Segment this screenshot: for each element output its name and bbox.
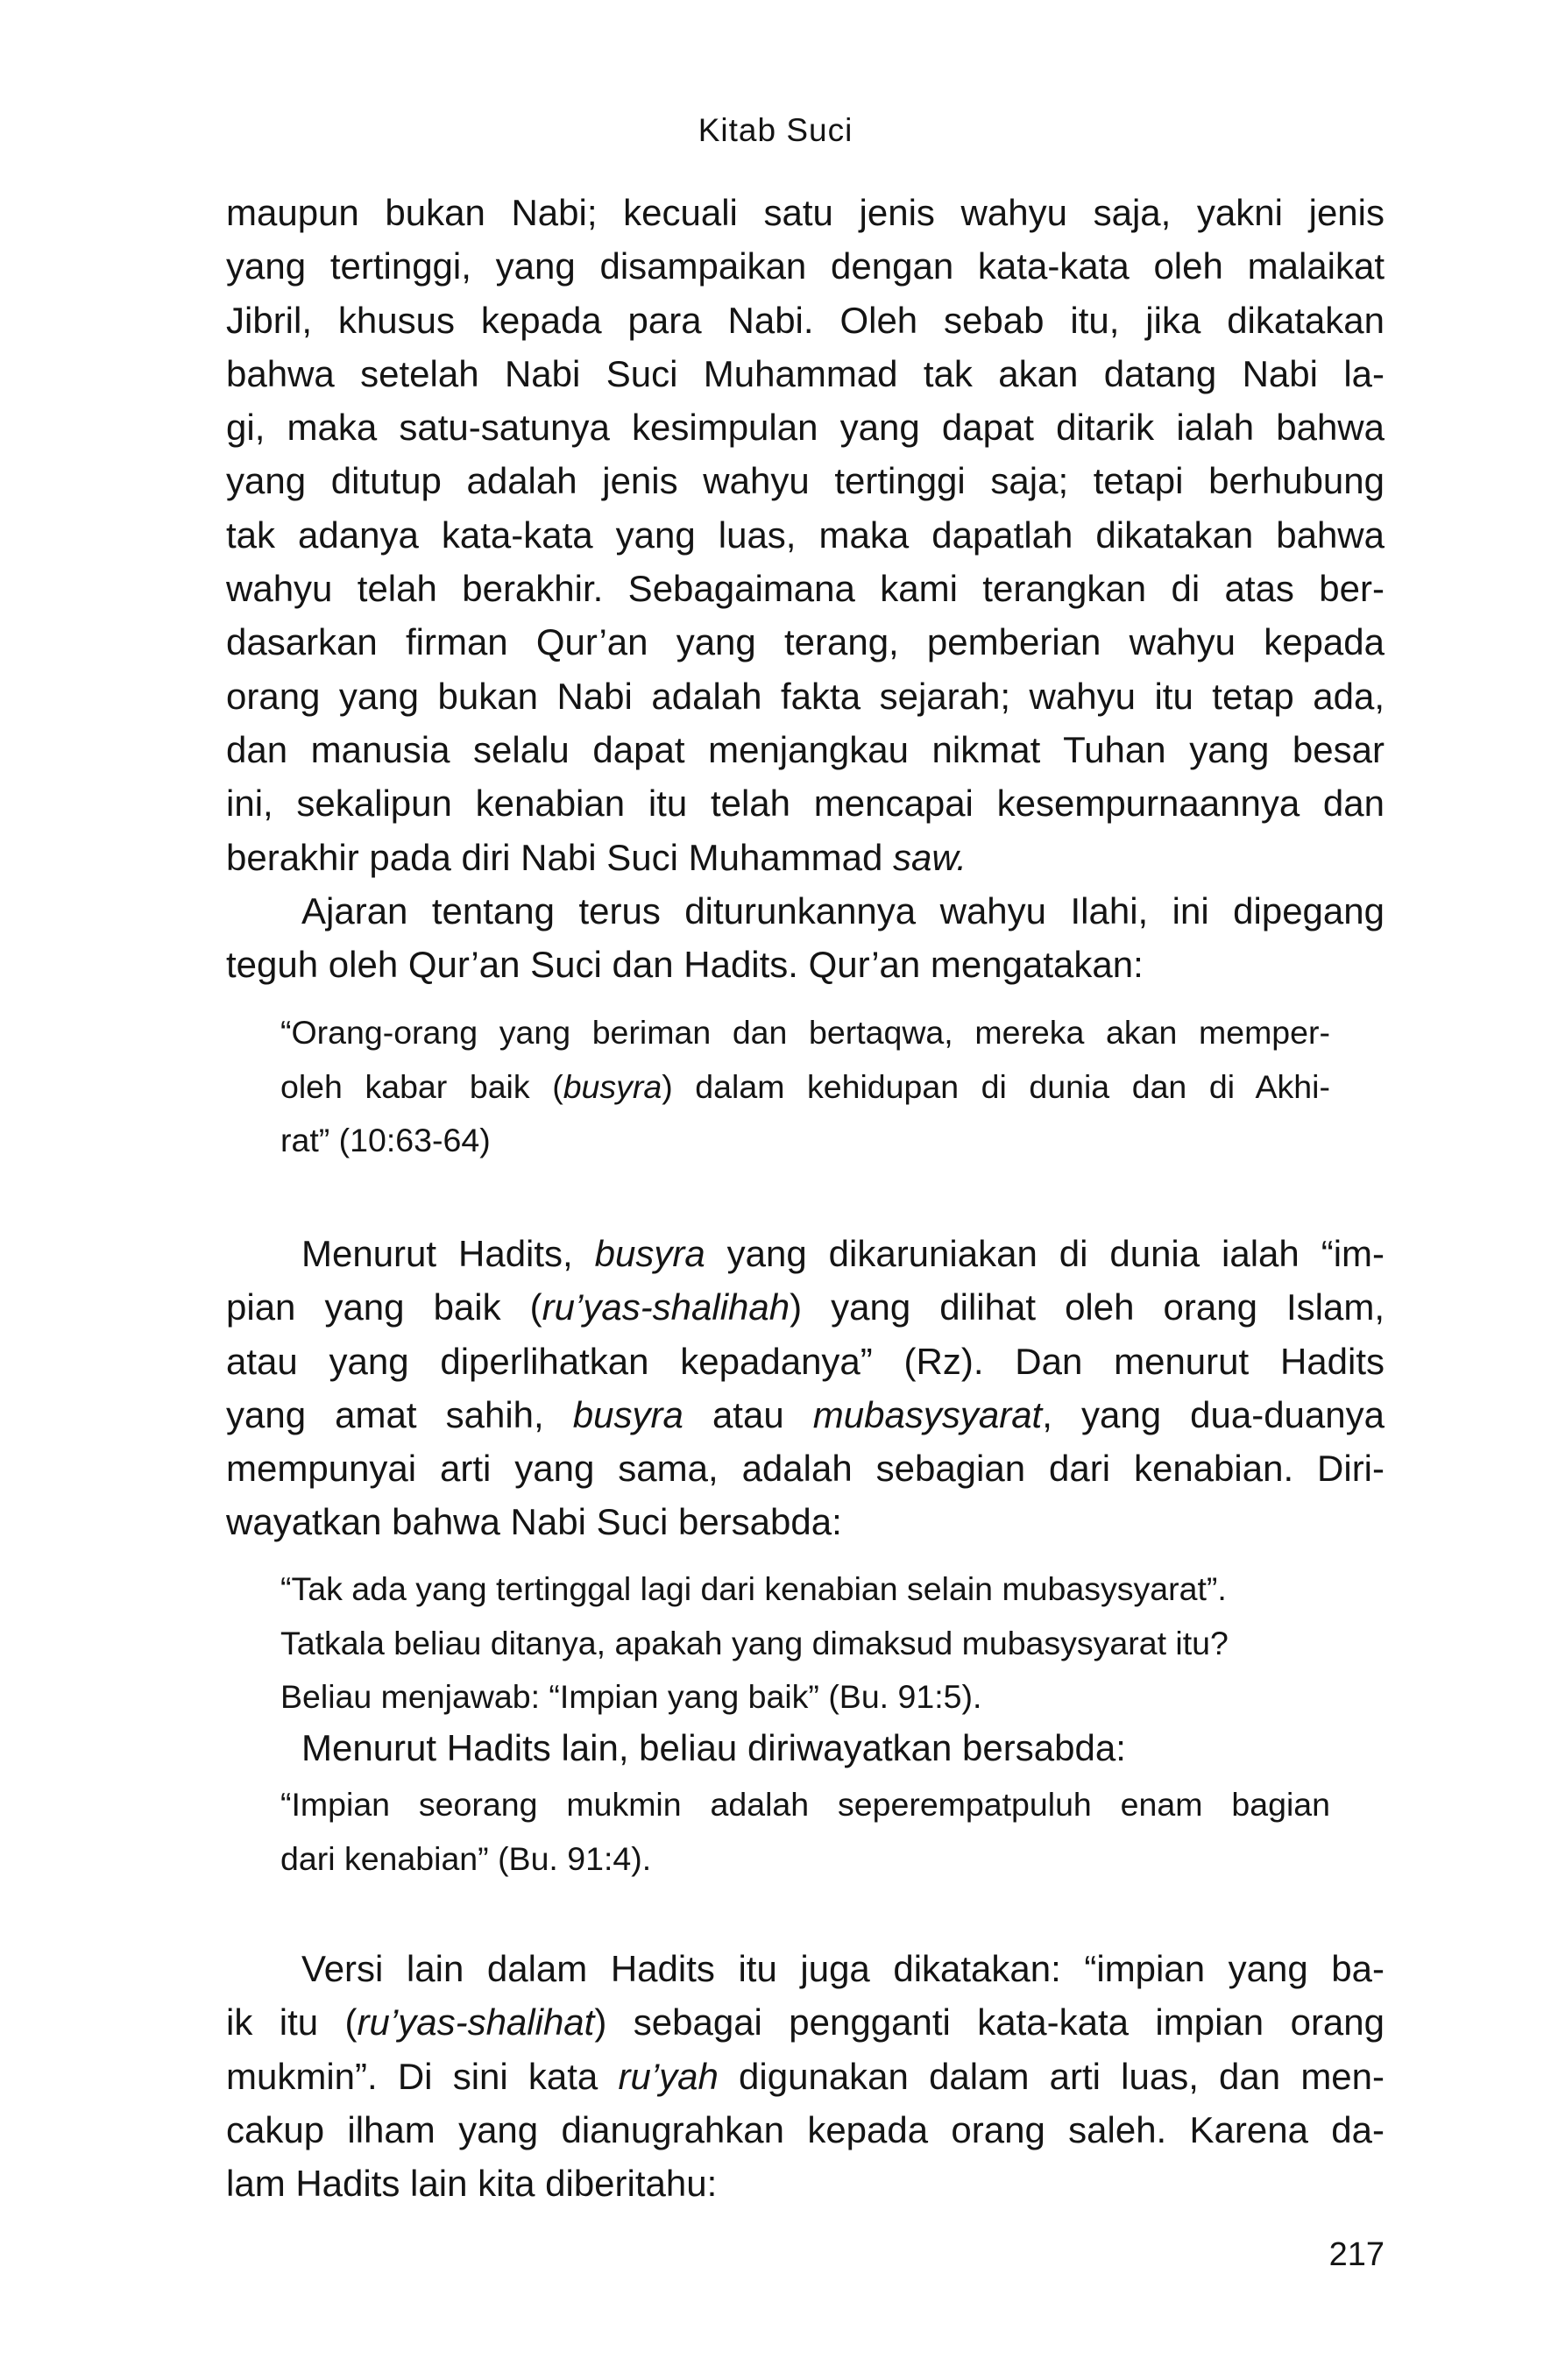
quote-line: “Impian seorang mukmin adalah seperempatpuluh enam bagian xyxy=(280,1786,1330,1823)
italic-term: busyra xyxy=(572,1393,683,1435)
paragraph-versi-lain xyxy=(226,1942,1385,2210)
text-line xyxy=(226,1995,1385,2049)
text-span: ) sebagai pengganti kata-kata impian orang xyxy=(594,2001,1385,2044)
italic-term: ru’yas-shalihah xyxy=(542,1286,790,1328)
text-line: dasarkan firman Qur’an yang terang, pemberian wahyu kepada xyxy=(226,621,1385,663)
text-span: oleh kabar baik ( xyxy=(280,1067,563,1105)
text-line: orang yang bukan Nabi adalah fakta sejarah; wahyu itu tetap ada, xyxy=(226,675,1385,717)
text-span: berakhir pada diri Nabi Suci Muhammad xyxy=(226,836,894,878)
quote-line: rat” (10:63-64) xyxy=(280,1122,491,1159)
text-line: yang ditutup adalah jenis wahyu tertinggi saja; tetapi berhubung xyxy=(226,460,1385,502)
paragraph-first-line: Versi lain dalam Hadits itu juga dikatakan: “impian yang ba- xyxy=(301,1948,1385,1989)
text-span: pian yang baik ( xyxy=(226,1286,542,1328)
text-line: dan manusia selalu dapat menjangkau nikmat Tuhan yang besar xyxy=(226,728,1385,770)
italic-term: busyra xyxy=(563,1067,662,1105)
paragraph-first-line xyxy=(226,1227,1385,1280)
text-line xyxy=(226,1388,1385,1441)
text-line: yang tertinggi, yang disampaikan dengan kata-kata oleh malaikat xyxy=(226,245,1385,287)
text-line: cakup ilham yang dianugrahkan kepada orang saleh. Karena da- xyxy=(226,2108,1385,2150)
paragraph-continued xyxy=(226,186,1385,991)
quote-line: dari kenabian” (Bu. 91:4). xyxy=(280,1839,652,1877)
italic-term: busyra xyxy=(594,1233,705,1274)
text-span: digunakan dalam arti luas, dan men- xyxy=(718,2055,1385,2097)
text-line: teguh oleh Qur’an Suci dan Hadits. Qur’an mengatakan: xyxy=(226,944,1144,986)
text-span: ik itu ( xyxy=(226,2001,358,2044)
quote-line: “Tak ada yang tertinggal lagi dari kenabian selain mubasysyarat”. xyxy=(280,1570,1227,1607)
italic-term: ru’yah xyxy=(618,2055,719,2097)
running-header: Kitab Suci xyxy=(698,112,853,148)
text-span: Menurut Hadits, xyxy=(301,1233,595,1274)
text-line xyxy=(226,831,1385,884)
paragraph-hadits xyxy=(226,1227,1385,1549)
text-line: ini, sekalipun kenabian itu telah mencapai kesempurnaannya dan xyxy=(226,783,1385,825)
italic-term: mubasysyarat xyxy=(812,1393,1043,1435)
quote-line: Tatkala beliau ditanya, apakah yang dimaksud mubasysyarat itu? xyxy=(280,1624,1229,1661)
hadits-quote xyxy=(226,1778,1385,1886)
text-span: ) dalam kehidupan di dunia dan di Akhi- xyxy=(662,1067,1330,1105)
paragraph-hadits-lain xyxy=(226,1721,1385,1774)
quote-line: Beliau menjawab: “Impian yang baik” (Bu. 91:5). xyxy=(280,1678,982,1716)
text-span: , yang dua-duanya xyxy=(1042,1393,1385,1435)
text-line: gi, maka satu-satunya kesimpulan yang dapat ditarik ialah bahwa xyxy=(226,407,1385,449)
text-span: atau xyxy=(683,1393,813,1435)
text-line xyxy=(226,1280,1385,1334)
text-line: atau yang diperlihatkan kepadanya” (Rz). Dan menurut Hadits xyxy=(226,1340,1385,1382)
text-span: yang amat sahih, xyxy=(226,1393,573,1435)
italic-term: saw. xyxy=(893,836,967,878)
paragraph-first-line: Ajaran tentang terus diturunkannya wahyu Ilahi, ini dipegang xyxy=(301,889,1385,931)
text-span: ) yang dilihat oleh orang Islam, xyxy=(790,1286,1385,1328)
paragraph-first-line: Menurut Hadits lain, beliau diriwayatkan bersabda: xyxy=(301,1727,1126,1768)
text-line: wayatkan bahwa Nabi Suci bersabda: xyxy=(226,1501,842,1543)
text-line: wahyu telah berakhir. Sebagaimana kami terangkan di atas ber- xyxy=(226,568,1385,610)
text-line: tak adanya kata-kata yang luas, maka dapatlah dikatakan bahwa xyxy=(226,514,1385,556)
page-number: 217 xyxy=(1328,2236,1385,2273)
text-line: lam Hadits lain kita diberitahu: xyxy=(226,2163,718,2205)
text-line xyxy=(226,2050,1385,2103)
quote-line xyxy=(226,1060,1385,1115)
text-span: mukmin”. Di sini kata xyxy=(226,2055,619,2097)
text-line: maupun bukan Nabi; kecuali satu jenis wahyu saja, yakni jenis xyxy=(226,192,1385,233)
text-span: yang dikaruniakan di dunia ialah “im- xyxy=(705,1233,1385,1274)
quran-quote xyxy=(226,1006,1385,1168)
text-line: bahwa setelah Nabi Suci Muhammad tak akan datang Nabi la- xyxy=(226,352,1385,394)
quote-line: “Orang-orang yang beriman dan bertaqwa, mereka akan memper- xyxy=(280,1014,1330,1051)
text-line: Jibril, khusus kepada para Nabi. Oleh sebab itu, jika dikatakan xyxy=(226,299,1385,341)
text-line: mempunyai arti yang sama, adalah sebagian dari kenabian. Diri- xyxy=(226,1448,1385,1490)
italic-term: ru’yas-shalihat xyxy=(357,2001,595,2044)
hadits-quote xyxy=(226,1562,1385,1725)
